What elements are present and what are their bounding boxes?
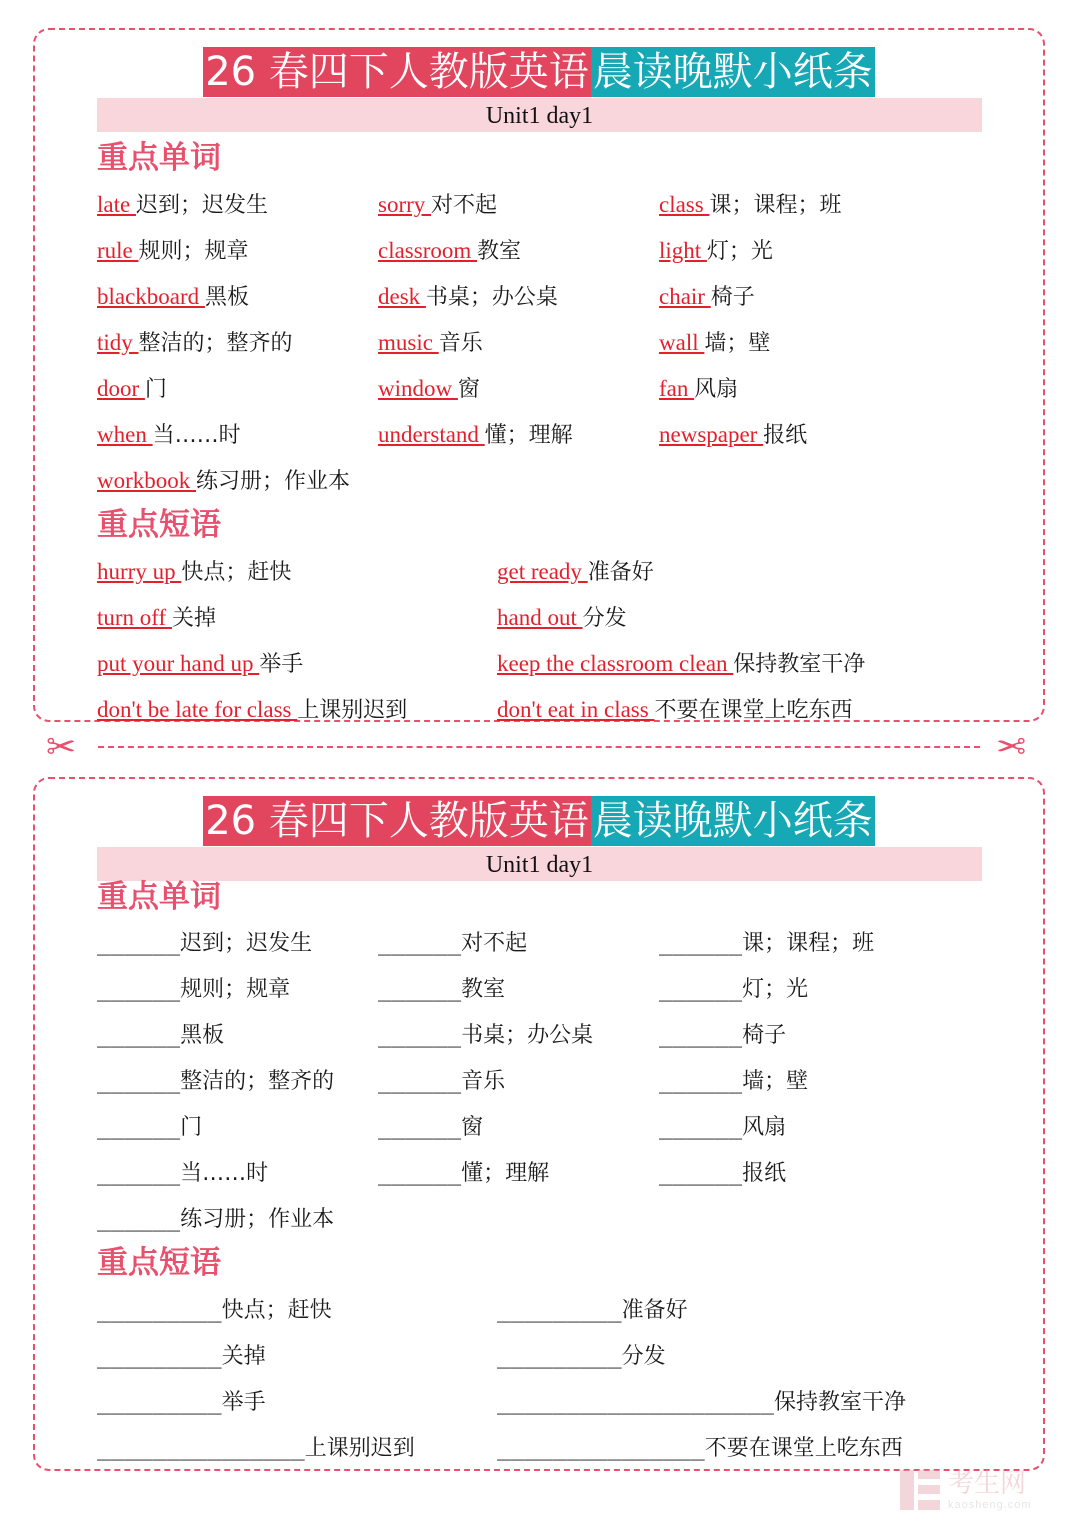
english-term: chair bbox=[659, 284, 711, 309]
chinese-meaning: 墙；壁 bbox=[704, 331, 771, 356]
answer-blank[interactable]: _______________ bbox=[497, 1435, 705, 1461]
answer-blank[interactable]: ______ bbox=[378, 1068, 462, 1094]
entry bbox=[378, 1110, 483, 1145]
title-part-1: 26 春四下人教版英语 bbox=[205, 798, 589, 844]
entry-row bbox=[97, 1064, 997, 1098]
entry bbox=[497, 1339, 666, 1374]
english-term: door bbox=[97, 376, 145, 401]
answer-blank[interactable]: ______ bbox=[659, 1022, 743, 1048]
entry bbox=[659, 1156, 786, 1191]
english-term: don't be late for class bbox=[97, 697, 298, 722]
entry-row bbox=[97, 1202, 997, 1236]
english-term: class bbox=[659, 192, 710, 217]
english-term: late bbox=[97, 192, 136, 217]
chinese-meaning: 快点；赶快 bbox=[181, 560, 292, 585]
page-title bbox=[35, 796, 1043, 846]
answer-blank[interactable]: _________ bbox=[497, 1297, 622, 1323]
chinese-meaning: 保持教室干净 bbox=[733, 652, 866, 677]
chinese-meaning: 分发 bbox=[621, 1344, 666, 1369]
entry-row bbox=[97, 972, 997, 1006]
chinese-meaning: 灯；光 bbox=[706, 239, 773, 264]
english-term: wall bbox=[659, 330, 705, 355]
answer-blank[interactable]: ______ bbox=[659, 1068, 743, 1094]
entry bbox=[97, 234, 249, 269]
english-term: desk bbox=[378, 284, 426, 309]
title-part-2: 晨读晚默小纸条 bbox=[592, 49, 873, 95]
entry bbox=[97, 1064, 334, 1099]
english-term: don't eat in class bbox=[497, 697, 655, 722]
english-term: classroom bbox=[378, 238, 478, 263]
entry bbox=[497, 1293, 688, 1328]
chinese-meaning: 上课别迟到 bbox=[297, 698, 408, 723]
chinese-meaning: 黑板 bbox=[204, 285, 249, 310]
entry bbox=[378, 188, 497, 223]
watermark-name: 考生网 bbox=[948, 1469, 1027, 1499]
entry-row bbox=[97, 647, 997, 681]
chinese-meaning: 书桌；办公桌 bbox=[461, 1023, 594, 1048]
entry-row bbox=[97, 1431, 997, 1465]
entry bbox=[659, 372, 738, 407]
english-term: keep the classroom clean bbox=[497, 651, 734, 676]
english-term: rule bbox=[97, 238, 139, 263]
chinese-meaning: 举手 bbox=[259, 652, 304, 677]
unit-label: Unit1 day1 bbox=[97, 847, 982, 881]
chinese-meaning: 当……时 bbox=[180, 1161, 269, 1186]
entry bbox=[497, 601, 627, 636]
chinese-meaning: 音乐 bbox=[438, 331, 483, 356]
entry bbox=[659, 188, 841, 223]
english-term: newspaper bbox=[659, 422, 764, 447]
chinese-meaning: 不要在课堂上吃东西 bbox=[654, 698, 853, 723]
entry bbox=[97, 372, 167, 407]
chinese-meaning: 迟到；迟发生 bbox=[135, 193, 268, 218]
chinese-meaning: 练习册；作业本 bbox=[180, 1207, 335, 1232]
scissors-icon: ✂ bbox=[996, 727, 1027, 768]
english-term: blackboard bbox=[97, 284, 205, 309]
entry bbox=[97, 926, 312, 961]
entry bbox=[97, 188, 268, 223]
entry bbox=[659, 972, 808, 1007]
entry-row bbox=[97, 926, 997, 960]
chinese-meaning: 黑板 bbox=[180, 1023, 225, 1048]
entry bbox=[97, 1156, 268, 1191]
entry bbox=[97, 693, 407, 728]
entry-row bbox=[97, 1293, 997, 1327]
chinese-meaning: 上课别迟到 bbox=[304, 1436, 415, 1461]
chinese-meaning: 报纸 bbox=[742, 1161, 787, 1186]
entry bbox=[378, 926, 527, 961]
chinese-meaning: 风扇 bbox=[694, 377, 739, 402]
english-term: put your hand up bbox=[97, 651, 260, 676]
english-term: tidy bbox=[97, 330, 139, 355]
english-term: fan bbox=[659, 376, 695, 401]
entry-row bbox=[97, 601, 997, 635]
entry bbox=[97, 1431, 415, 1466]
entry bbox=[97, 326, 293, 361]
english-term: hurry up bbox=[97, 559, 182, 584]
chinese-meaning: 椅子 bbox=[710, 285, 755, 310]
entry bbox=[97, 555, 291, 590]
entry bbox=[497, 647, 865, 682]
entry bbox=[659, 1018, 786, 1053]
english-term: when bbox=[97, 422, 153, 447]
english-term: get ready bbox=[497, 559, 588, 584]
chinese-meaning: 门 bbox=[144, 377, 167, 402]
answer-blank[interactable]: ______ bbox=[378, 976, 462, 1002]
entry bbox=[659, 234, 773, 269]
chinese-meaning: 当……时 bbox=[152, 423, 241, 448]
entry-row bbox=[97, 280, 997, 314]
entry bbox=[497, 555, 654, 590]
entry bbox=[97, 464, 350, 499]
entry bbox=[659, 1110, 786, 1145]
answer-blank[interactable]: ______ bbox=[378, 1114, 462, 1140]
entry bbox=[97, 1385, 266, 1420]
chinese-meaning: 报纸 bbox=[763, 423, 808, 448]
entry bbox=[378, 1018, 593, 1053]
chinese-meaning: 准备好 bbox=[621, 1298, 688, 1323]
entry bbox=[97, 1339, 266, 1374]
phrases-heading: 重点短语 bbox=[97, 1245, 221, 1281]
english-term: workbook bbox=[97, 468, 197, 493]
answer-blank[interactable]: _______________ bbox=[97, 1435, 305, 1461]
chinese-meaning: 练习册；作业本 bbox=[196, 469, 351, 494]
chinese-meaning: 迟到；迟发生 bbox=[180, 931, 313, 956]
chinese-meaning: 整洁的；整齐的 bbox=[180, 1069, 335, 1094]
title-part-2: 晨读晚默小纸条 bbox=[592, 798, 873, 844]
title-part-1: 26 春四下人教版英语 bbox=[205, 49, 589, 95]
entry bbox=[659, 326, 770, 361]
chinese-meaning: 整洁的；整齐的 bbox=[138, 331, 293, 356]
kaosheng-logo-icon bbox=[898, 1468, 942, 1512]
chinese-meaning: 快点；赶快 bbox=[221, 1298, 332, 1323]
entry bbox=[97, 1293, 332, 1328]
entry-row bbox=[97, 418, 997, 452]
watermark bbox=[898, 1462, 1068, 1518]
chinese-meaning: 懂；理解 bbox=[484, 423, 573, 448]
chinese-meaning: 关掉 bbox=[221, 1344, 266, 1369]
chinese-meaning: 窗 bbox=[461, 1115, 484, 1140]
entry bbox=[97, 1110, 202, 1145]
english-term: window bbox=[378, 376, 458, 401]
chinese-meaning: 懂；理解 bbox=[461, 1161, 550, 1186]
cut-line bbox=[98, 746, 980, 748]
entry bbox=[97, 972, 290, 1007]
entry bbox=[97, 647, 303, 682]
answer-blank[interactable]: ______ bbox=[97, 930, 181, 956]
entry bbox=[659, 926, 874, 961]
entry-row bbox=[97, 1018, 997, 1052]
chinese-meaning: 课；课程；班 bbox=[742, 931, 875, 956]
entry bbox=[378, 1156, 549, 1191]
entry-row bbox=[97, 1385, 997, 1419]
chinese-meaning: 规则；规章 bbox=[180, 977, 291, 1002]
answer-blank[interactable]: ______ bbox=[97, 1068, 181, 1094]
english-term: sorry bbox=[378, 192, 432, 217]
chinese-meaning: 规则；规章 bbox=[138, 239, 249, 264]
english-term: hand out bbox=[497, 605, 583, 630]
entry-row bbox=[97, 693, 997, 727]
answer-blank[interactable]: ____________________ bbox=[497, 1389, 774, 1415]
answer-blank[interactable]: ______ bbox=[97, 1022, 181, 1048]
entry bbox=[497, 1385, 906, 1420]
chinese-meaning: 音乐 bbox=[461, 1069, 506, 1094]
entry-row bbox=[97, 555, 997, 589]
answer-blank[interactable]: ______ bbox=[97, 1206, 181, 1232]
unit-label: Unit1 day1 bbox=[97, 98, 982, 132]
entry bbox=[378, 326, 483, 361]
entry bbox=[378, 1064, 505, 1099]
entry bbox=[378, 972, 505, 1007]
watermark-url: kaosheng.com bbox=[948, 1499, 1032, 1511]
words-heading: 重点单词 bbox=[97, 140, 221, 176]
chinese-meaning: 墙；壁 bbox=[742, 1069, 809, 1094]
entry bbox=[378, 418, 573, 453]
answer-blank[interactable]: ______ bbox=[97, 1160, 181, 1186]
chinese-meaning: 举手 bbox=[221, 1390, 266, 1415]
chinese-meaning: 对不起 bbox=[461, 931, 528, 956]
entry bbox=[497, 1431, 903, 1466]
chinese-meaning: 椅子 bbox=[742, 1023, 787, 1048]
entry-row bbox=[97, 1156, 997, 1190]
entry bbox=[97, 1202, 334, 1237]
chinese-meaning: 对不起 bbox=[431, 193, 498, 218]
entry bbox=[378, 372, 480, 407]
chinese-meaning: 保持教室干净 bbox=[773, 1390, 906, 1415]
answer-blank[interactable]: ______ bbox=[97, 976, 181, 1002]
chinese-meaning: 分发 bbox=[582, 606, 627, 631]
answer-blank[interactable]: ______ bbox=[659, 930, 743, 956]
entry bbox=[378, 234, 521, 269]
entry bbox=[97, 280, 249, 315]
answer-blank[interactable]: ______ bbox=[378, 1160, 462, 1186]
answer-blank[interactable]: ______ bbox=[378, 930, 462, 956]
chinese-meaning: 准备好 bbox=[587, 560, 654, 585]
entry-row bbox=[97, 188, 997, 222]
chinese-meaning: 书桌；办公桌 bbox=[425, 285, 558, 310]
answer-blank[interactable]: _________ bbox=[97, 1389, 222, 1415]
entry-row bbox=[97, 372, 997, 406]
chinese-meaning: 教室 bbox=[477, 239, 522, 264]
chinese-meaning: 风扇 bbox=[742, 1115, 787, 1140]
english-term: understand bbox=[378, 422, 485, 447]
answer-blank[interactable]: ______ bbox=[97, 1114, 181, 1140]
phrases-heading: 重点短语 bbox=[97, 507, 221, 543]
entry bbox=[97, 418, 241, 453]
page-title bbox=[35, 47, 1043, 97]
entry-row bbox=[97, 234, 997, 268]
entry bbox=[97, 601, 216, 636]
answer-blank[interactable]: ______ bbox=[659, 1114, 743, 1140]
chinese-meaning: 课；课程；班 bbox=[709, 193, 842, 218]
chinese-meaning: 不要在课堂上吃东西 bbox=[704, 1436, 903, 1461]
entry bbox=[659, 1064, 808, 1099]
scissors-icon: ✂ bbox=[46, 727, 77, 768]
entry-row bbox=[97, 464, 997, 498]
chinese-meaning: 灯；光 bbox=[742, 977, 809, 1002]
answer-blank[interactable]: ______ bbox=[378, 1022, 462, 1048]
words-heading: 重点单词 bbox=[97, 879, 221, 915]
answer-blank[interactable]: _________ bbox=[497, 1343, 622, 1369]
chinese-meaning: 门 bbox=[180, 1115, 203, 1140]
answer-blank[interactable]: ______ bbox=[659, 976, 743, 1002]
english-term: music bbox=[378, 330, 439, 355]
entry bbox=[378, 280, 558, 315]
chinese-meaning: 教室 bbox=[461, 977, 506, 1002]
answer-blank[interactable]: _________ bbox=[97, 1343, 222, 1369]
entry bbox=[97, 1018, 224, 1053]
entry bbox=[659, 280, 755, 315]
chinese-meaning: 窗 bbox=[457, 377, 480, 402]
answer-blank[interactable]: _________ bbox=[97, 1297, 222, 1323]
entry bbox=[497, 693, 852, 728]
entry bbox=[659, 418, 807, 453]
english-term: light bbox=[659, 238, 707, 263]
top-card-study bbox=[33, 28, 1045, 722]
chinese-meaning: 关掉 bbox=[171, 606, 216, 631]
english-term: turn off bbox=[97, 605, 172, 630]
bottom-card-quiz bbox=[33, 777, 1045, 1471]
entry-row bbox=[97, 1339, 997, 1373]
entry-row bbox=[97, 326, 997, 360]
answer-blank[interactable]: ______ bbox=[659, 1160, 743, 1186]
entry-row bbox=[97, 1110, 997, 1144]
